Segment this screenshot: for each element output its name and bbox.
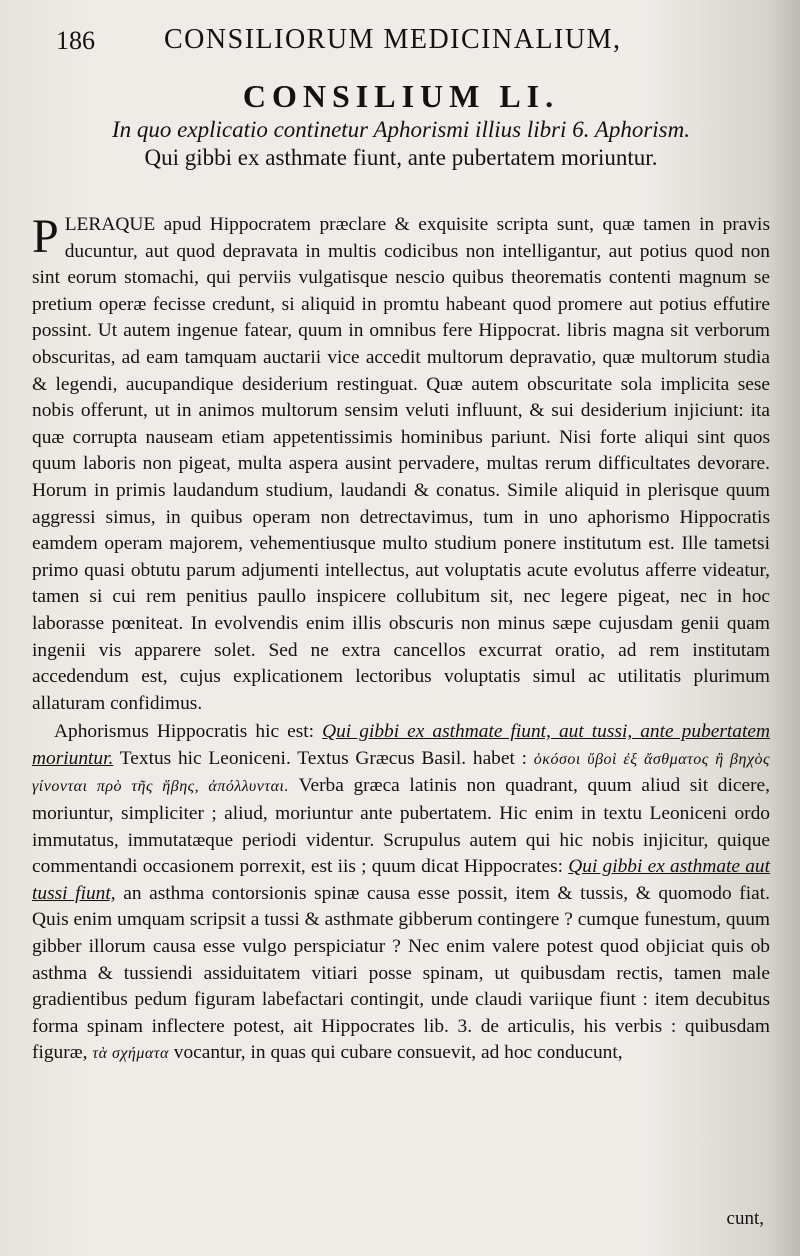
running-title: CONSILIORUM MEDICINALIUM, [164,24,622,55]
running-head [56,22,760,58]
body-text [32,212,770,1068]
paragraph-1-text: LERAQUE apud Hippocratem præclare & exquisite scripta sunt, quæ tamen in pravis ducuntur, aut quod depravata in multis codicibus non intelligantur, aut potius quod non sint eorum stomachi, qui perviis vulgatisque nescio quibus theorematis contenti magnum se pretium operæ fecisse credunt, si aliquid in promtu habeant quod promere aut potius effutire possint. Ut autem ingenue fatear, quum in omnibus fere Hippocrat. libris magna sit verborum obscuritas, ad eam tamquam auctarii vice accedit multorum depravatio, quæ multorum studia & legendi, aucupandique desiderium restinguat. Quæ autem obscuritate sola implicita sese nobis offerunt, ut in animos multorum sensim veluti influunt, & sui desiderium injiciunt: ita quæ corrupta nauseam etiam appetentissimis hominibus pariunt. Nisi forte aliqui sint quos quum laboris non pigeat, multa aspera ausint pervadere, multas rerum difficultates devorare. Horum in primis laudandum studium, laudandi & conatus. Simile aliquid in plerisque quum aggressi simus, in quibus operam non detrectavimus, tum in uno aphorismo Hippocratis eamdem operam majorem, vehementiusque multo studium ponere institutum est. Ille tametsi primo quasi obtutu parum adjumenti intellectus, aut voluptatis acute evolutus afferre videatur, tamen si cui rem penitius paullo inspicere collubitum sit, nec legere pigeat, nec in hoc laborasse pœniteat. In evolvendis enim illis obscuris non minus sæpe cujusdam genii quam ingenii vis apparere solet. Sed ne extra cancellos excurrat oratio, ad rem institutam accedendum est, cujus explicationem lectoribus voluptatis simul ac utilitatis plurimum allaturam confidimus. [32,214,770,714]
greek-text-2: τὰ σχήματα [92,1045,169,1063]
chapter-heading [32,76,770,172]
paragraph-2-text-e: vocantur, in quas qui cubare consuevit, ad hoc conducunt, [173,1042,623,1064]
greek-text: ὁκόσοι ὕβοὶ ἐξ ἄσθματος ἢ βηχὸς γίνονται πρὸ τῆς ἥβης, ἀπόλλυνται. [32,750,770,796]
paragraph-2-text-d: an asthma contorsionis spinæ causa esse possit, item & tussis, & quomodo fiat. Quis enim umquam scripsit a tussi & asthmate gibberum contingere ? cumque funestum, quum gibber illorum causa esse vulgo perspiciatur ? Nec enim valere potest quod objiciat quis ob asthma & tussiendi assiduitatem vitiari posse spinam, ut quibusdam rectis, tamen male gradientibus pedum figuram labefactari contingit, unde claudi variique fiunt : item decubitus forma spinam inflectere potest, ait Hippocrates lib. 3. de articulis, his verbis : quibusdam figuræ, [32,882,770,1064]
drop-cap: P [32,210,59,263]
chapter-subtitle-roman: Qui gibbi ex asthmate fiunt, ante pubertatem moriuntur. [144,145,658,170]
hippocrates-quote: Qui gibbi ex asthmate aut tussi fiunt, [32,856,770,904]
paragraph-2 [32,719,770,1068]
chapter-subtitle-italic: In quo explicatio continetur Aphorismi illius libri 6. Aphorism. [112,117,690,142]
chapter-title: CONSILIUM LI. [242,78,560,114]
catchword: cunt, [726,1208,764,1229]
paragraph-2-text-c: Verba græca latinis non quadrant, quum aliud sit dicere, moriuntur, simpliciter ; aliud, moriuntur ante pubertatem. Hic enim in textu Leoniceni ordo immutatus, immutatæque periodi videntur. Scrupulus autem qui hic nobis injicitur, quique commentandi occasionem porrexit, est iis ; quum dicat Hippocrates: [32,775,770,878]
page-number: 186 [56,26,95,55]
aphorism-quote: Qui gibbi ex asthmate fiunt, aut tussi, ante pubertatem moriuntur. [32,721,770,769]
paragraph-2-text-b: Textus hic Leoniceni. Textus Græcus Basil. habet : [119,747,528,769]
paragraph-1 [32,212,770,717]
paragraph-2-intro: Aphorismus Hippocratis hic est: [54,721,315,743]
